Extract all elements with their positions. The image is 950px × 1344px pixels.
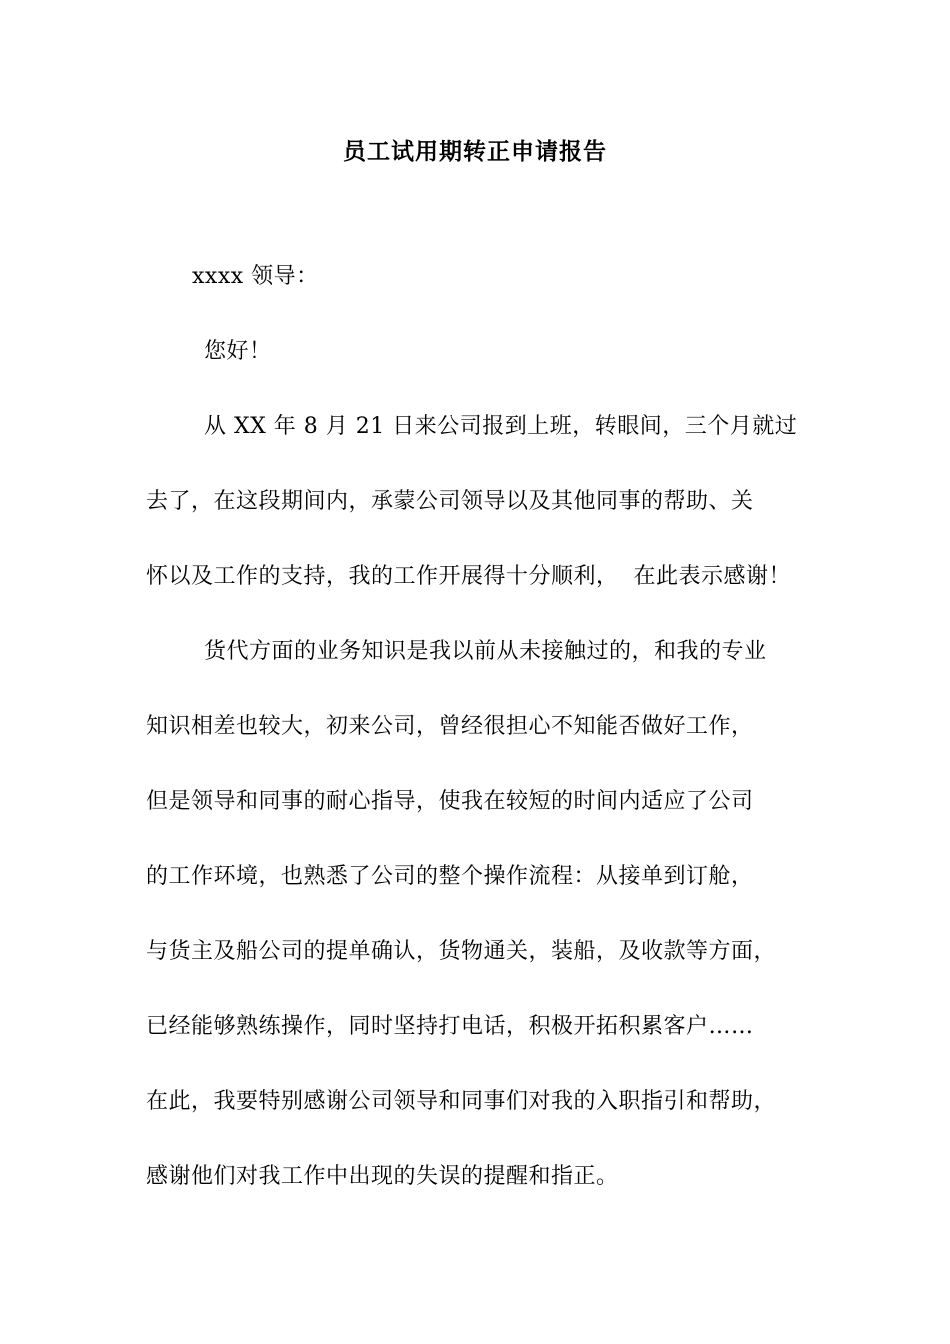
paragraph-2-line-4: 的工作环境，也熟悉了公司的整个操作流程：从接单到订舱， (146, 864, 754, 889)
paragraph-1-line-1: 从 XX 年 8 月 21 日来公司报到上班，转眼间，三个月就过 (204, 414, 798, 439)
greeting: 您好！ (204, 339, 272, 364)
document-title: 员工试用期转正申请报告 (343, 139, 607, 165)
paragraph-2-line-8: 感谢他们对我工作中出现的失误的提醒和指正。 (146, 1164, 619, 1189)
paragraph-2-line-7: 在此，我要特别感谢公司领导和同事们对我的入职指引和帮助， (146, 1089, 777, 1114)
paragraph-2-line-1: 货代方面的业务知识是我以前从未接触过的，和我的专业 (204, 639, 767, 664)
paragraph-2-line-6: 已经能够熟练操作，同时坚持打电话，积极开拓积累客户…… (146, 1014, 754, 1039)
paragraph-2-line-3: 但是领导和同事的耐心指导，使我在较短的时间内适应了公司 (146, 789, 754, 814)
paragraph-2-line-5: 与货主及船公司的提单确认，货物通关，装船，及收款等方面， (146, 939, 777, 964)
salutation: xxxx 领导： (192, 264, 319, 289)
paragraph-1-line-3: 怀以及工作的支持，我的工作开展得十分顺利， 在此表示感谢！ (146, 564, 791, 589)
paragraph-1-line-2: 去了，在这段期间内，承蒙公司领导以及其他同事的帮助、关 (146, 489, 754, 514)
paragraph-2-line-2: 知识相差也较大，初来公司，曾经很担心不知能否做好工作， (146, 714, 754, 739)
